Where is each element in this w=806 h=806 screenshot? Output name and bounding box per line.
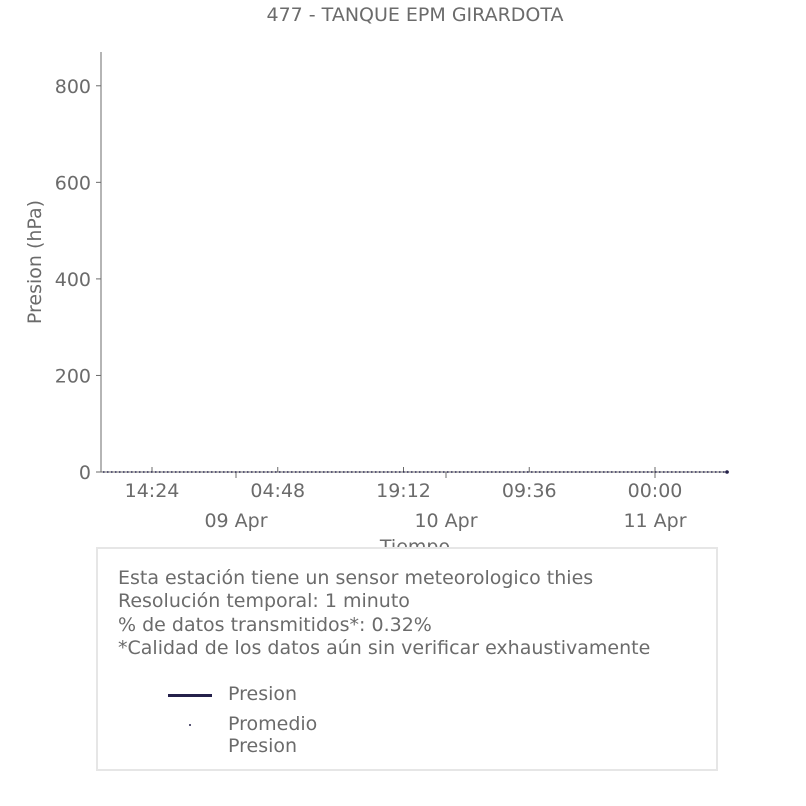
x-date-label: 11 Apr <box>623 510 687 532</box>
y-axis-label: Presion (hPa) <box>24 199 46 325</box>
info-text <box>118 567 650 660</box>
chart-title: 477 - TANQUE EPM GIRARDOTA <box>266 4 564 26</box>
x-date-label: 09 Apr <box>204 510 268 532</box>
y-tick-label: 400 <box>54 268 91 291</box>
x-tick-label: 14:24 <box>124 480 180 502</box>
info-box <box>96 547 718 771</box>
legend-label: Presion <box>228 683 298 705</box>
y-tick-label: 0 <box>78 462 91 484</box>
legend-label: Promedio Presion <box>228 713 318 757</box>
x-date-label: 10 Apr <box>414 510 478 532</box>
info-line-resolution: Resolución temporal: 1 minuto <box>118 590 410 613</box>
info-line-quality: *Calidad de los datos aún sin verificar exhaustivamente <box>118 636 651 659</box>
x-tick-label: 09:36 <box>501 480 557 502</box>
y-tick-label: 800 <box>54 75 91 98</box>
info-line-sensor: Esta estación tiene un sensor meteorologico thies <box>118 567 594 589</box>
y-tick-label: 200 <box>54 365 91 388</box>
x-tick-label: 00:00 <box>627 480 683 502</box>
plot-area <box>55 52 729 532</box>
series-point-promedio <box>725 470 729 474</box>
y-tick-label: 600 <box>54 172 91 195</box>
x-tick-label: 19:12 <box>376 480 431 502</box>
legend-dot-marker <box>189 724 191 726</box>
info-line-transmitted: % de datos transmitidos*: 0.32% <box>118 613 432 636</box>
legend-line-marker <box>168 694 212 697</box>
x-tick-label: 04:48 <box>250 480 306 502</box>
